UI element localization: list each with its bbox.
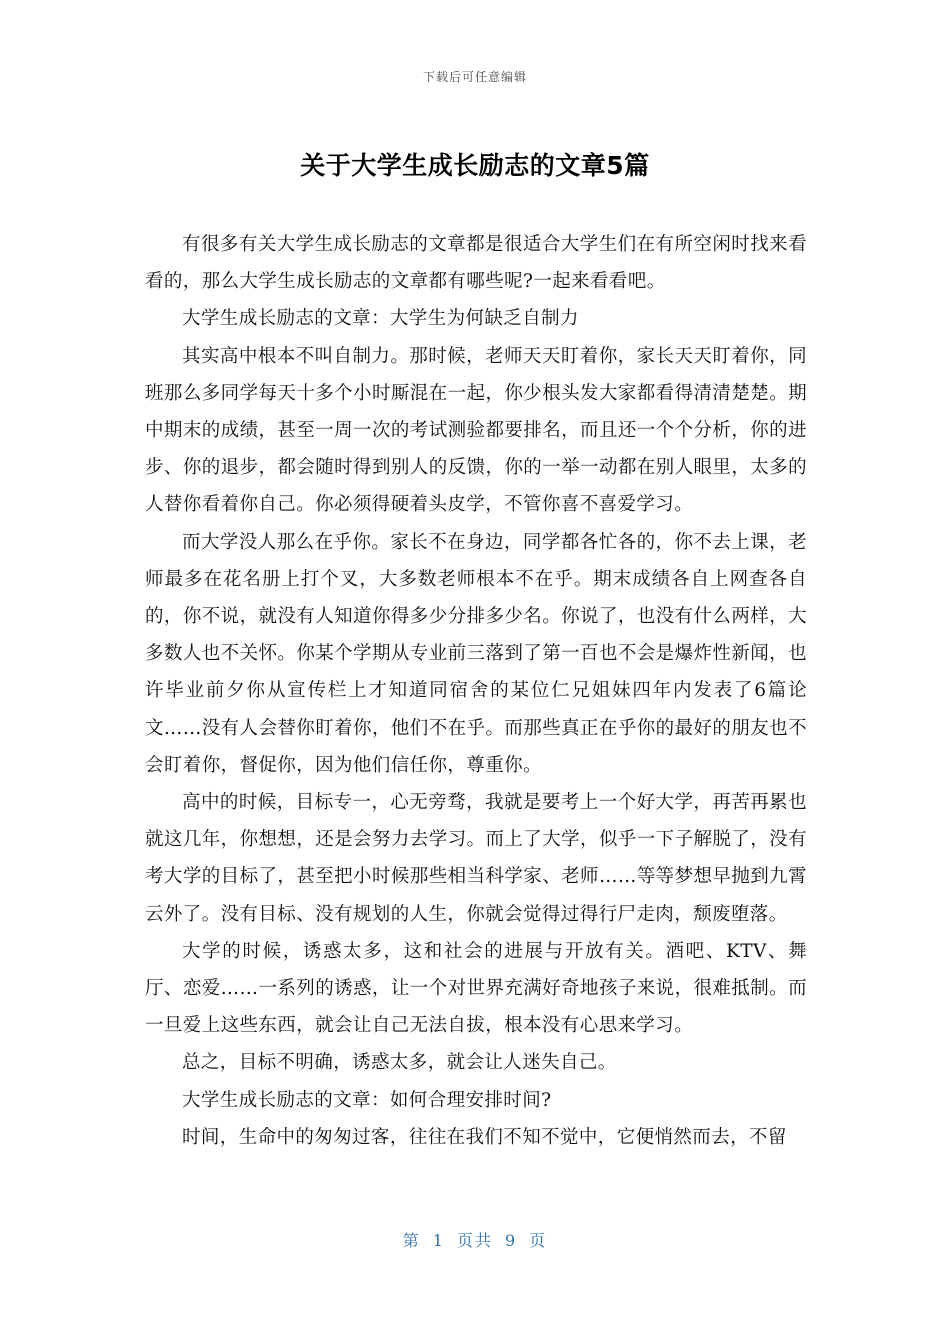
paragraph: 其实高中根本不叫自制力。那时候，老师天天盯着你，家长天天盯着你，同班那么多同学每天十多个小时厮混在一起，你少根头发大家都看得清清楚楚。期中期末的成绩，甚至一周一次的考试测验都要排名，而且还一个个分析，你的进步、你的退步，都会随时得到别人的反馈，你的一举一动都在别人眼里，太多的人替你看着你自己。你必须得硬着头皮学，不管你喜不喜爱学习。 <box>145 345 807 516</box>
section-heading: 大学生成长励志的文章：大学生为何缺乏自制力 <box>182 308 579 330</box>
footer-middle: 页共 <box>456 1231 493 1250</box>
document-body <box>145 226 807 1156</box>
paragraph: 总之，目标不明确，诱惑太多，就会让人迷失自己。 <box>182 1052 617 1074</box>
footer-suffix: 页 <box>529 1231 548 1250</box>
current-page-number: 1 <box>432 1231 445 1250</box>
paragraph: 高中的时候，目标专一，心无旁骛，我就是要考上一个好大学，再苦再累也就这几年，你想想，还是会努力去学习。而上了大学，似乎一下子解脱了，没有考大学的目标了，甚至把小时候那些相当科学家、老师……等等梦想早抛到九霄云外了。没有目标、没有规划的人生，你就会觉得过得行尸走肉，颓废堕落。 <box>145 792 807 925</box>
document-title: 关于大学生成长励志的文章5篇 <box>300 151 650 180</box>
section-heading: 大学生成长励志的文章：如何合理安排时间? <box>182 1089 552 1111</box>
page-footer <box>0 1228 950 1251</box>
footer-prefix: 第 <box>402 1231 421 1250</box>
paragraph: 大学的时候，诱惑太多，这和社会的进展与开放有关。酒吧、KTV、舞厅、恋爱……一系列的诱惑，让一个对世界充满好奇地孩子来说，很难抵制。而一旦爱上这些东西，就会让自己无法自拔，根本没有心思来学习。 <box>145 940 807 1037</box>
paragraph-intro: 有很多有关大学生成长励志的文章都是很适合大学生们在有所空闲时找来看看的，那么大学生成长励志的文章都有哪些呢?一起来看看吧。 <box>145 234 807 293</box>
header-note: 下载后可任意编辑 <box>422 70 527 84</box>
total-pages-number: 9 <box>505 1231 518 1250</box>
paragraph: 时间，生命中的匆匆过客，往往在我们不知不觉中，它便悄然而去，不留 <box>182 1126 787 1148</box>
paragraph: 而大学没人那么在乎你。家长不在身边，同学都各忙各的，你不去上课，老师最多在花名册上打个叉，大多数老师根本不在乎。期末成绩各自上网查各自的，你不说，就没有人知道你得多少分排多少名。你说了，也没有什么两样，大多数人也不关怀。你某个学期从专业前三落到了第一百也不会是爆炸性新闻，也许毕业前夕你从宣传栏上才知道同宿舍的某位仁兄姐妹四年内发表了6篇论文……没有人会替你盯着你，他们不在乎。而那些真正在乎你的最好的朋友也不会盯着你，督促你，因为他们信任你，尊重你。 <box>145 531 807 776</box>
